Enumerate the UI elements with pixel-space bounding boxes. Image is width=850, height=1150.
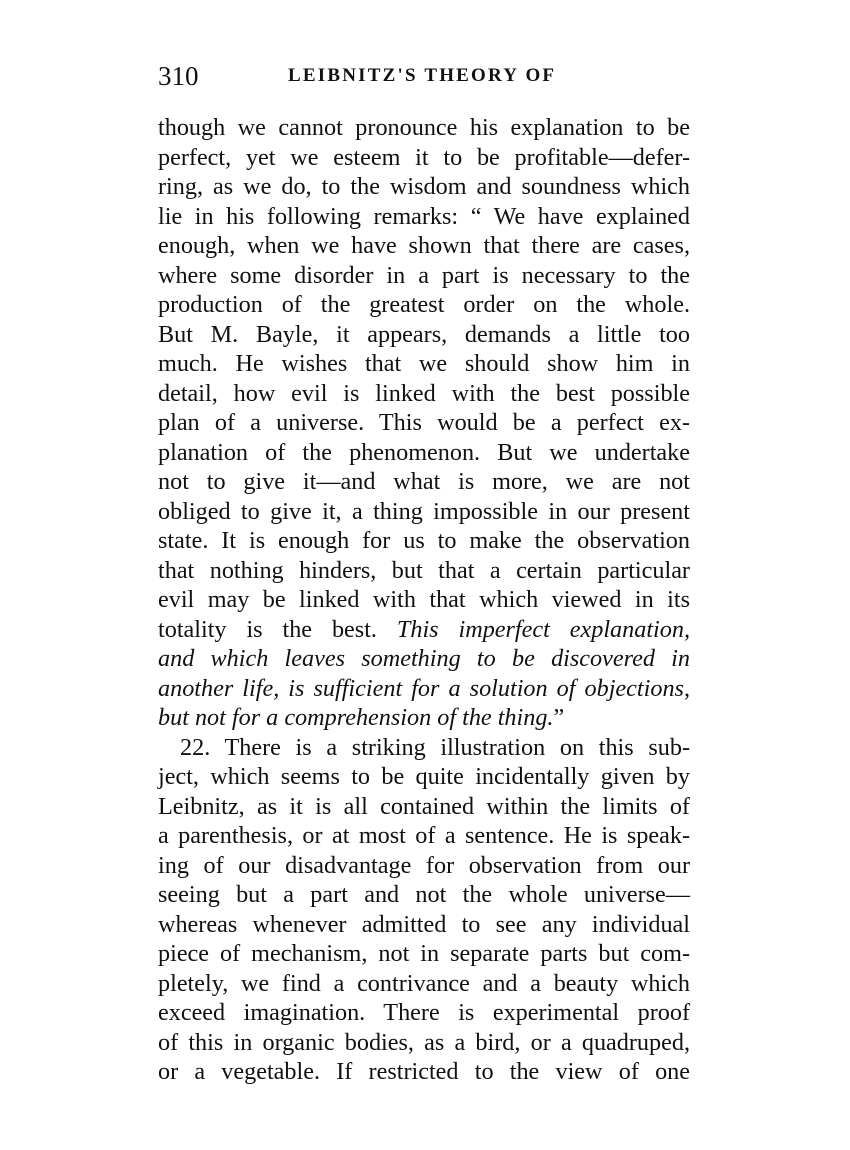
text-line: perfect, yet we esteem it to be profitable—defer-	[158, 143, 690, 171]
text-line: though we cannot pronounce his explanation to be	[158, 114, 690, 141]
italic-quote-line: another life, is sufficient for a solution of objections,	[158, 674, 690, 702]
text-segment: totality is the best.	[158, 615, 397, 643]
text-line: production of the greatest order on the whole.	[158, 291, 690, 318]
text-line: a parenthesis, or at most of a sentence. He is speak-	[158, 822, 690, 849]
text-line	[158, 615, 690, 645]
italic-quote-segment: This imperfect explanation,	[396, 615, 691, 643]
text-line: piece of mechanism, not in separate parts but com-	[158, 940, 690, 967]
body-text	[158, 113, 690, 1087]
text-line: that nothing hinders, but that a certain particular	[158, 556, 690, 584]
text-line: ject, which seems to be quite incidentally given by	[158, 763, 690, 790]
text-line: plan of a universe. This would be a perfect ex-	[158, 409, 690, 436]
page-header	[158, 58, 690, 94]
text-line: Leibnitz, as it is all contained within the limits of	[158, 792, 690, 820]
italic-quote-line: and which leaves something to be discovered in	[158, 645, 690, 672]
text-line: ring, as we do, to the wisdom and soundness which	[158, 173, 690, 200]
italic-quote-segment: but not for a comprehension of the thing.	[158, 704, 554, 731]
text-line: of this in organic bodies, as a bird, or a quadruped,	[158, 1028, 690, 1056]
text-line: or a vegetable. If restricted to the view of one	[158, 1058, 690, 1085]
text-line: detail, how evil is linked with the best possible	[158, 379, 690, 407]
paragraph-start-line: 22. There is a striking illustration on this sub-	[180, 733, 690, 761]
text-line	[158, 703, 690, 733]
text-line: much. He wishes that we should show him in	[158, 350, 690, 377]
text-line: whereas whenever admitted to see any individual	[158, 910, 690, 938]
text-line: enough, when we have shown that there are cases,	[158, 232, 690, 259]
text-line: evil may be linked with that which viewed in its	[158, 586, 690, 613]
text-line: ing of our disadvantage for observation from our	[158, 851, 690, 879]
text-line: planation of the phenomenon. But we undertake	[158, 438, 690, 466]
closing-quote-mark: ”	[553, 704, 565, 731]
running-head: LEIBNITZ'S THEORY OF	[288, 65, 557, 86]
text-line: exceed imagination. There is experimental proof	[158, 999, 690, 1026]
text-line: pletely, we find a contrivance and a beauty which	[158, 969, 690, 997]
text-line: seeing but a part and not the whole universe—	[158, 881, 690, 908]
text-line: But M. Bayle, it appears, demands a little too	[158, 320, 690, 348]
text-line: where some disorder in a part is necessary to the	[158, 261, 690, 289]
text-line: not to give it—and what is more, we are not	[158, 468, 690, 495]
text-line: obliged to give it, a thing impossible in our present	[158, 497, 690, 525]
text-line: state. It is enough for us to make the observation	[158, 527, 690, 554]
page-number: 310	[158, 61, 199, 91]
text-line: lie in his following remarks: “ We have explained	[158, 202, 690, 230]
